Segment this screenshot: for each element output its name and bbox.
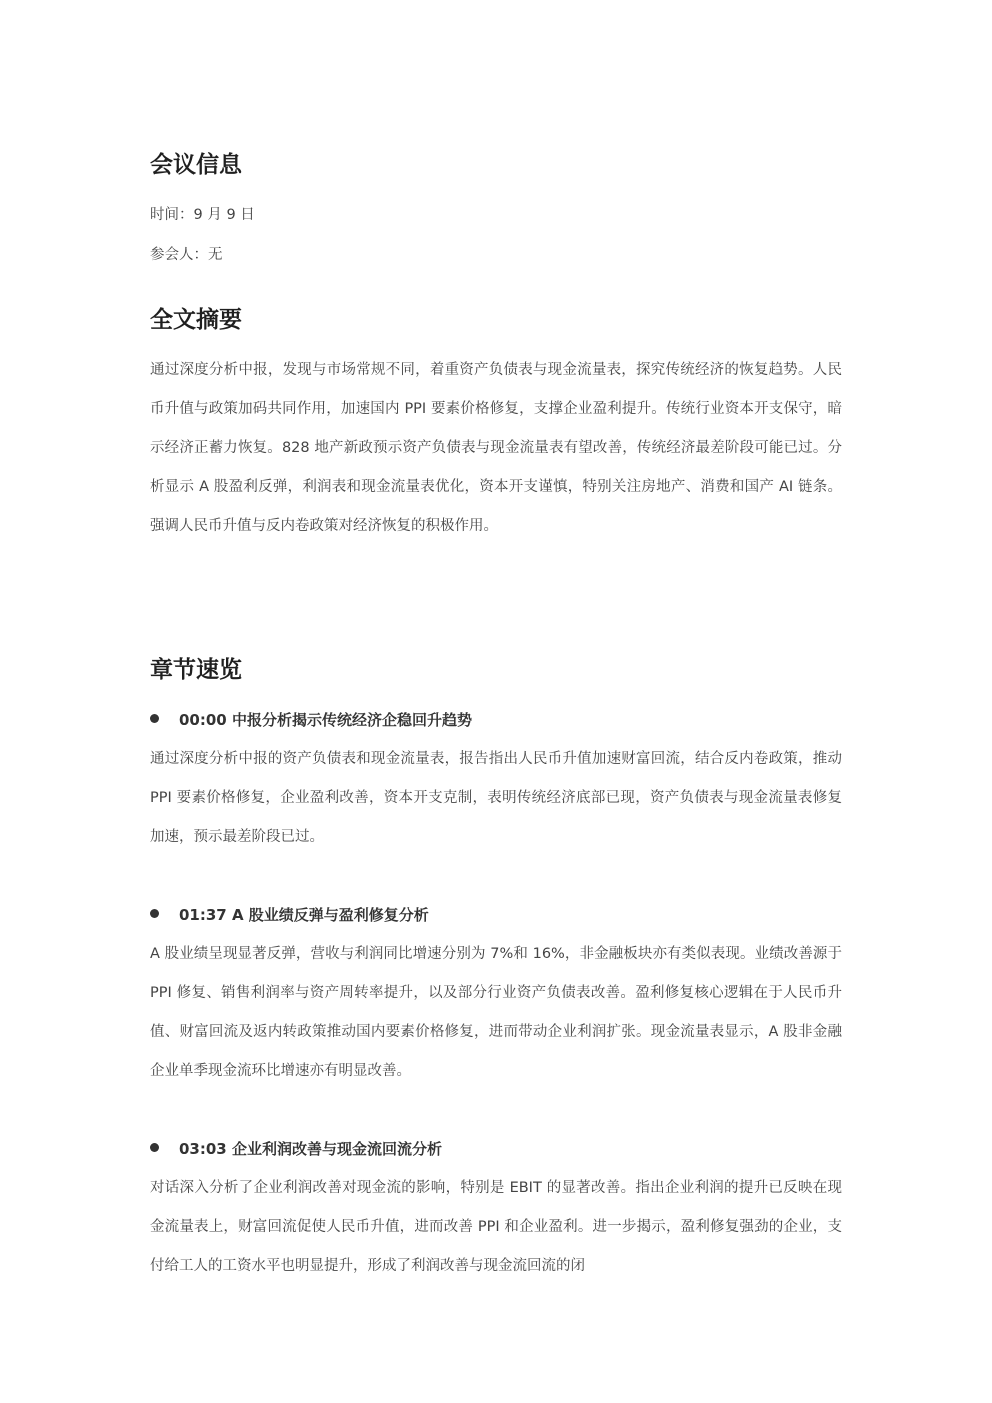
chapter-title-text: 00:00 中报分析揭示传统经济企稳回升趋势 [179,711,472,729]
meeting-info-heading: 会议信息 [150,152,242,178]
chapter-title [150,710,472,730]
chapter-paragraph: A 股业绩呈现显著反弹，营收与利润同比增速分别为 7%和 16%，非金融板块亦有类似表现。业绩改善源于 PPI 修复、销售利润率与资产周转率提升，以及部分行业资产负债表改善。盈利修复核心逻辑在于人民币升值、财富回流及返内转政策推动国内要素价格修复，进而带动企业利润扩张。现金流量表显示，A 股非金融企业单季现金流环比增速亦有明显改善。 [150,946,842,1079]
chapter-title [150,1139,442,1159]
chapter-paragraph: 对话深入分析了企业利润改善对现金流的影响，特别是 EBIT 的显著改善。指出企业利润的提升已反映在现金流量表上，财富回流促使人民币升值，进而改善 PPI 和企业盈利。进一步揭示，盈利修复强劲的企业，支付给工人的工资水平也明显提升，形成了利润改善与现金流回流的闭 [150,1180,842,1274]
chapter-title-text: 03:03 企业利润改善与现金流回流分析 [179,1140,442,1158]
chapter-paragraph: 通过深度分析中报的资产负债表和现金流量表，报告指出人民币升值加速财富回流，结合反内卷政策，推动 PPI 要素价格修复，企业盈利改善，资本开支克制，表明传统经济底部已现，资产负债表与现金流量表修复加速，预示最差阶段已过。 [150,751,842,845]
bullet-icon [150,714,159,723]
chapter-title [150,905,429,925]
chapter-title-text: 01:37 A 股业绩反弹与盈利修复分析 [179,906,429,924]
summary-heading: 全文摘要 [150,307,242,333]
bullet-icon [150,1143,159,1152]
summary-paragraph: 通过深度分析中报，发现与市场常规不同，着重资产负债表与现金流量表，探究传统经济的恢复趋势。人民币升值与政策加码共同作用，加速国内 PPI 要素价格修复，支撑企业盈利提升。传统行业资本开支保守，暗示经济正蓄力恢复。828 地产新政预示资产负债表与现金流量表有望改善，传统经济最差阶段可能已过。分析显示 A 股盈利反弹，利润表和现金流量表优化，资本开支谨慎，特别关注房地产、消费和国产 AI 链条。强调人民币升值与反内卷政策对经济恢复的积极作用。 [150,362,842,534]
bullet-icon [150,909,159,918]
meeting-attendees: 参会人：无 [150,247,223,263]
chapters-heading: 章节速览 [150,657,242,683]
meeting-time: 时间：9 月 9 日 [150,207,255,223]
